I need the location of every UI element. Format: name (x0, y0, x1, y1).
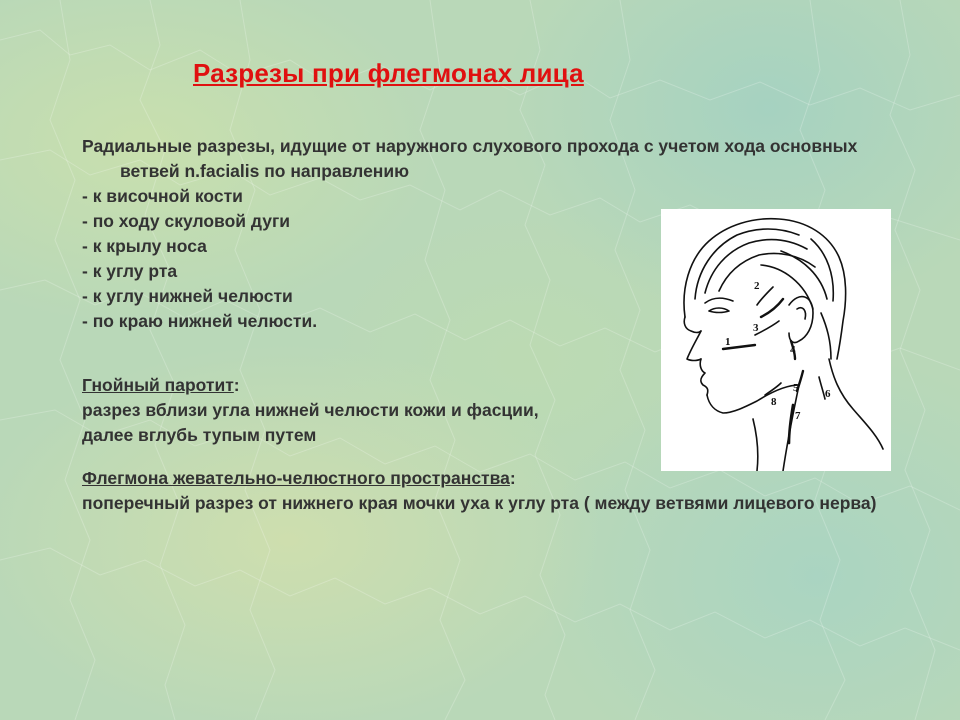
radial-item: - к височной кости (82, 186, 243, 206)
parotitis-text-1: разрез вблизи угла нижней челюсти кожи и фасции, (82, 400, 539, 420)
figure-label: 4 (790, 344, 796, 356)
parotitis-heading: Гнойный паротит (82, 375, 234, 395)
radial-item: - по краю нижней челюсти. (82, 311, 318, 331)
radial-item: - к углу нижней челюсти (82, 286, 293, 306)
figure-label: 6 (825, 388, 831, 400)
figure-label: 3 (753, 322, 759, 334)
figure-label: 8 (771, 396, 777, 408)
phlegmon-heading: Флегмона жевательно-челюстного пространства (82, 468, 510, 488)
figure-label: 1 (725, 336, 731, 348)
head-profile-drawing (661, 209, 891, 471)
figure-label: 5 (793, 382, 799, 394)
phlegmon-colon: : (509, 468, 516, 488)
slide-title: Разрезы при флегмонах лица (193, 58, 584, 88)
parotitis-text-2: далее вглубь тупым путем (82, 425, 317, 445)
radial-item: - к углу рта (82, 261, 178, 281)
head-profile-figure (661, 209, 891, 471)
figure-label: 7 (795, 410, 801, 422)
figure-label: 2 (754, 280, 760, 292)
radial-item: - к крылу носа (82, 236, 207, 256)
parotitis-colon: : (233, 375, 240, 395)
phlegmon-text: поперечный разрез от нижнего края мочки уха к углу рта ( между ветвями лицевого нерва) (82, 493, 877, 513)
radial-item: - по ходу скуловой дуги (82, 211, 290, 231)
radial-intro: Радиальные разрезы, идущие от наружного слухового прохода с учетом хода основных ветвей n.facialis по направлению (82, 136, 858, 181)
